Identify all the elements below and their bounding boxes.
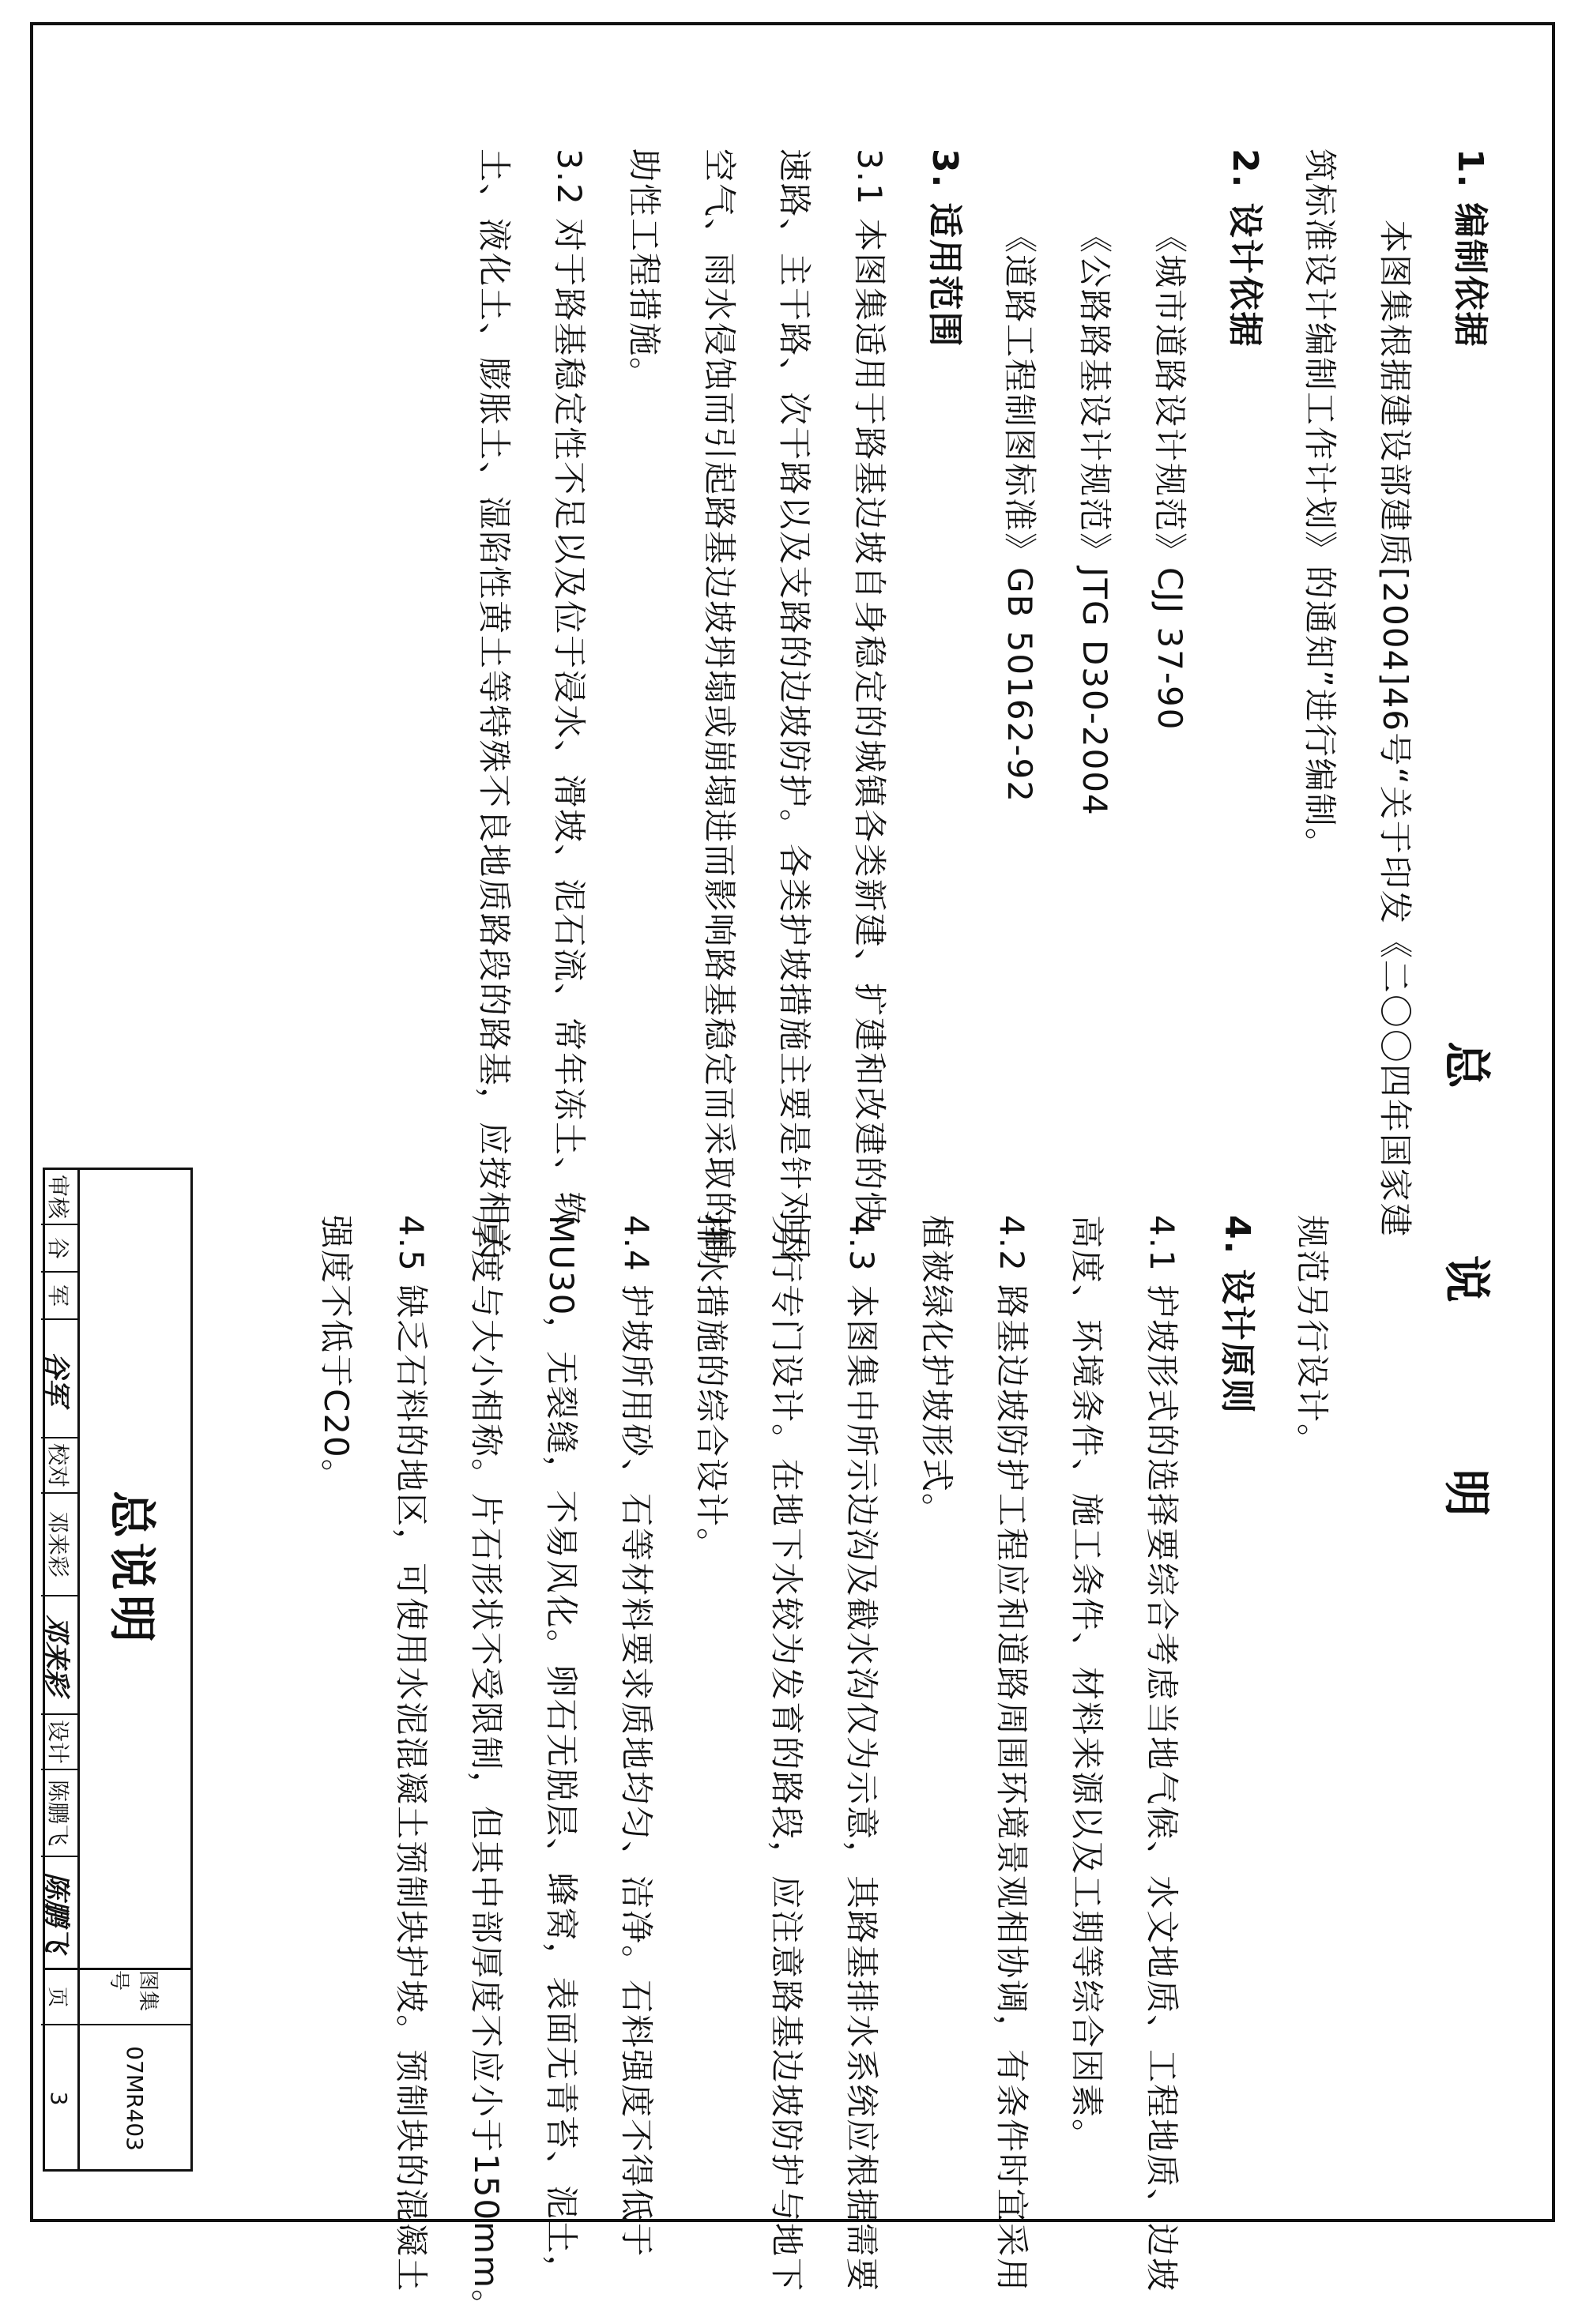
text-line: 土、液化土、膨胀土、湿陷性黄土等特殊不良地质路段的路基，应按相关 bbox=[475, 149, 514, 1262]
text-column-right bbox=[299, 1215, 1350, 2324]
text-line: 4.5 缺乏石料的地区，可使用水泥混凝土预制块护坡。预制块的混凝土 bbox=[392, 1215, 431, 2293]
rotated-page bbox=[32, 30, 1547, 2324]
section-heading: 3. 适用范围 bbox=[925, 149, 965, 348]
text-line: 4.4 护坡所用砂、石等材料要求质地均匀、洁净。石料强度不得低于 bbox=[617, 1215, 656, 2258]
atlas-number: 07MR403 bbox=[122, 2046, 149, 2151]
text-column-left bbox=[457, 149, 1508, 1262]
title-block bbox=[43, 1168, 193, 2172]
review-label: 审核 bbox=[41, 1170, 77, 1225]
text-line: 排水措施的综合设计。 bbox=[692, 1215, 731, 1563]
text-line: 《公路路基设计规范》JTG D30-2004 bbox=[1075, 220, 1114, 817]
designer-signature: 陈鹏飞 bbox=[41, 1872, 73, 1953]
text-line: 3.2 对于路基稳定性不足以及位于浸水、滑坡、泥石流、常年冻土、软 bbox=[550, 149, 589, 1227]
text-line: 助性工程措施。 bbox=[625, 149, 664, 393]
section-heading: 1. 编制依据 bbox=[1450, 149, 1490, 348]
text-line: 4.2 路基边坡防护工程应和道路周围环境景观相协调，有条件时宜采用 bbox=[992, 1215, 1031, 2293]
text-line: 《城市道路设计规范》CJJ 37-90 bbox=[1151, 220, 1189, 731]
reviewer-signature: 谷军 bbox=[41, 1320, 77, 1438]
page-number: 3 bbox=[46, 2091, 73, 2106]
reviewer-name-2: 军 bbox=[41, 1273, 77, 1320]
text-line: 《道路工程制图标准》GB 50162-92 bbox=[1000, 220, 1039, 803]
reviewer-name-1: 谷 bbox=[41, 1225, 77, 1273]
text-line: 4.3 本图集中所示边沟及截水沟仅为示意，其路基排水系统应根据需要 bbox=[842, 1215, 881, 2293]
checker-signature: 邓来彩 bbox=[41, 1596, 77, 1715]
text-line: 本图集根据建设部建质[2004]46号“关于印发《二〇〇四年国家建 bbox=[1376, 220, 1414, 1238]
checker-name: 邓来彩 bbox=[41, 1494, 77, 1596]
section-heading: 2. 设计依据 bbox=[1225, 149, 1265, 348]
title-block-drawing-title: 总说明 bbox=[104, 1491, 159, 1647]
text-line: 规范另行设计。 bbox=[1293, 1215, 1331, 1459]
title-block-signature-row bbox=[41, 1170, 80, 1968]
design-label: 设计 bbox=[41, 1715, 77, 1770]
text-line: 植被绿化护坡形式。 bbox=[917, 1215, 956, 1529]
text-line: 另行专门设计。在地下水较为发育的路段，应注意路基边坡防护与地下 bbox=[767, 1215, 806, 2293]
text-line: 筑标准设计编制工作计划》的通知”进行编制。 bbox=[1301, 149, 1339, 863]
text-line: MU30，无裂缝，不易风化。卵石无脱层、蜂窝，表面无青苔、泥土， bbox=[542, 1215, 581, 2290]
text-line: 高度、环境条件、施工条件、材料来源以及工期等综合因素。 bbox=[1068, 1215, 1106, 2154]
check-label: 校对 bbox=[41, 1438, 77, 1494]
section-heading: 4. 设计原则 bbox=[1217, 1215, 1257, 1415]
atlas-number-label: 图集号 bbox=[80, 1970, 190, 2025]
designer-name: 陈鹏飞 bbox=[41, 1770, 77, 1857]
text-line: 3.1 本图集适用于路基边坡自身稳定的城镇各类新建、扩建和改建的快 bbox=[850, 149, 889, 1227]
text-line: 速路、主干路、次干路以及支路的边坡防护。各类护坡措施主要是针对因 bbox=[775, 149, 814, 1262]
page-title: 总 说 明 bbox=[1438, 1041, 1493, 1592]
text-line: 强度不低于C20。 bbox=[317, 1215, 356, 1494]
title-block-side bbox=[45, 1968, 190, 2172]
text-line: 厚度与大小相称。片石形状不受限制，但其中部厚度不应小于150mm。 bbox=[467, 1215, 506, 2324]
page-label: 页 bbox=[41, 1970, 77, 2025]
text-line: 空气、雨水侵蚀而引起路基边坡坍塌或崩塌进而影响路基稳定而采取的辅 bbox=[700, 149, 739, 1262]
text-line: 4.1 护坡形式的选择要综合考虑当地气候、水文地质、工程地质、边坡 bbox=[1143, 1215, 1181, 2293]
